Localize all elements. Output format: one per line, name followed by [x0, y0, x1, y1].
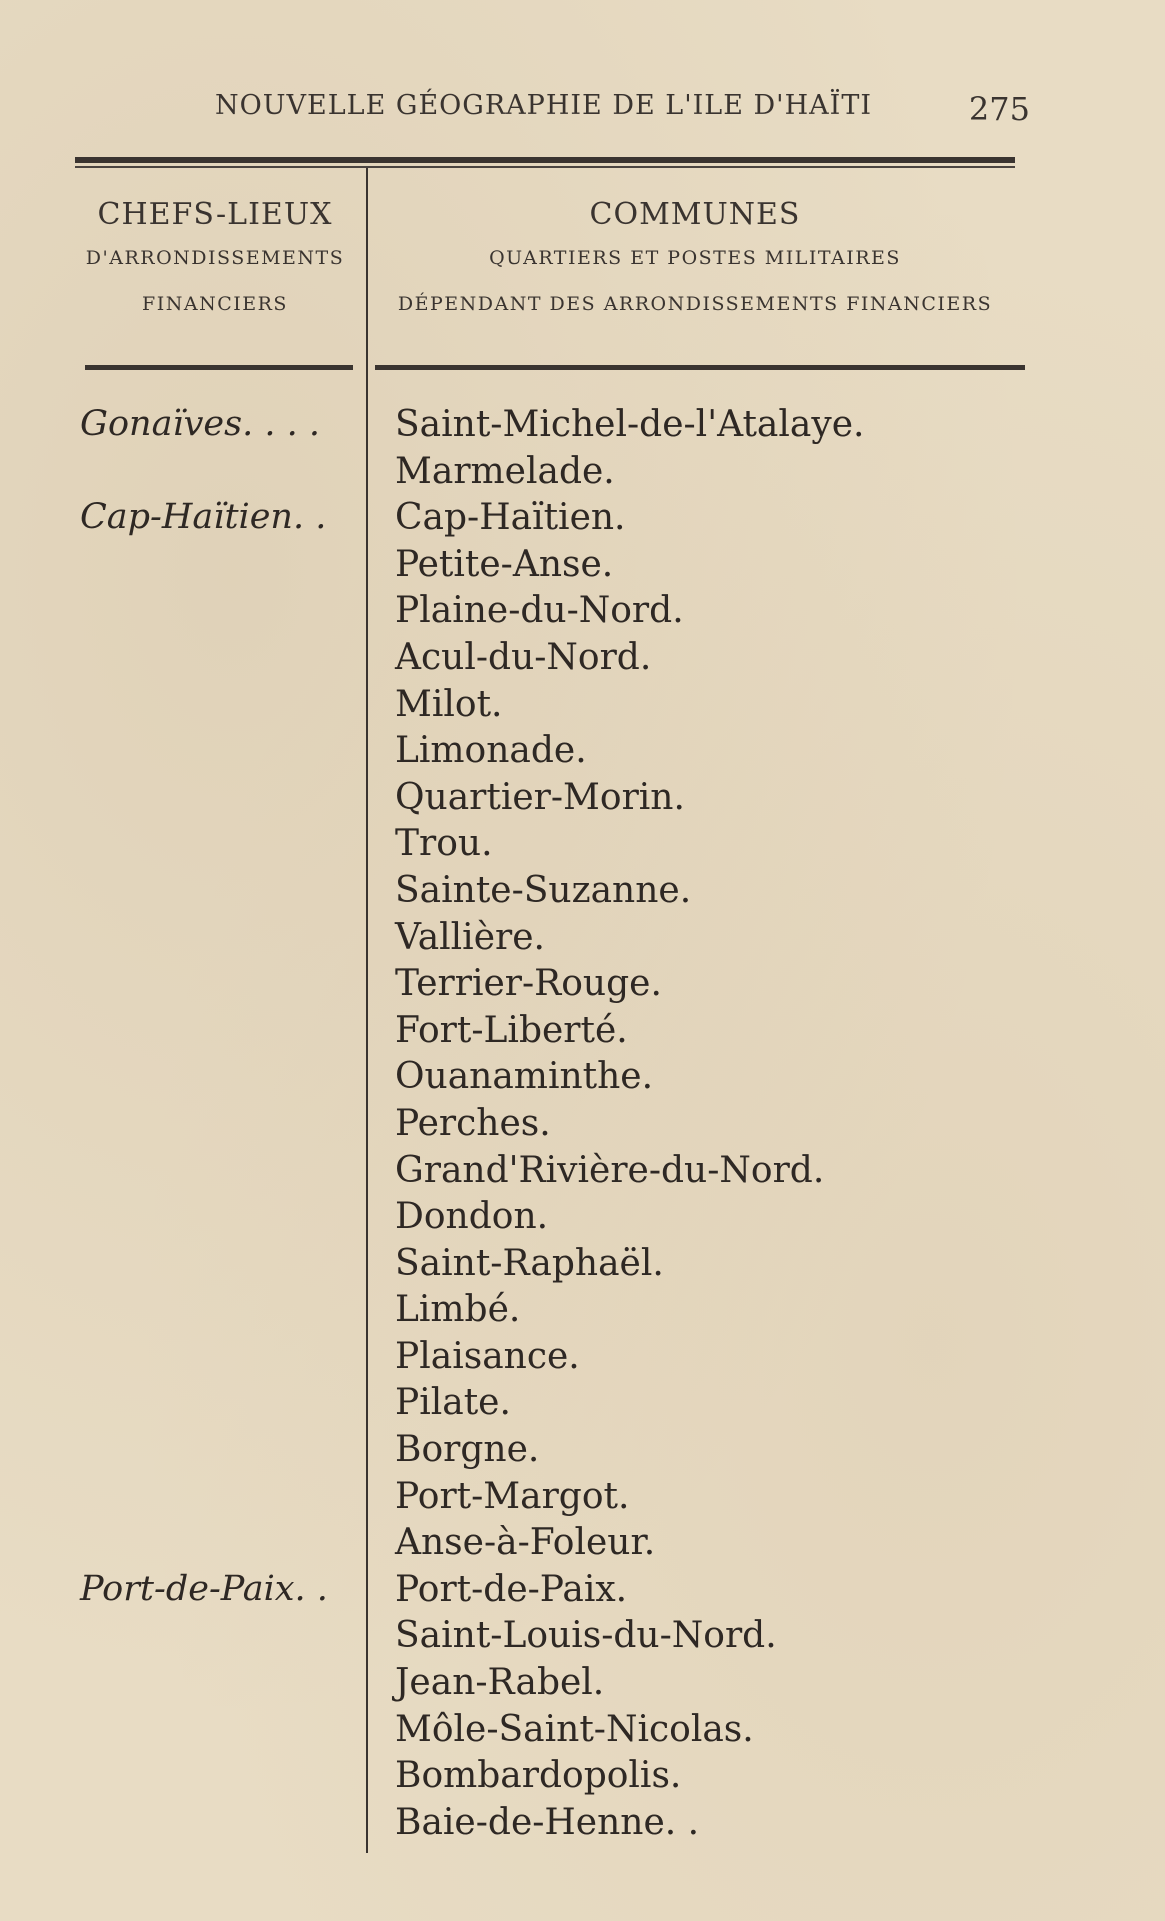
table-row [0, 497, 1165, 544]
table-row [0, 1103, 1165, 1150]
commune-cell: Port-de-Paix. [395, 1568, 628, 1610]
table-row [0, 1056, 1165, 1103]
table-row [0, 404, 1165, 451]
chef-lieu-cell: Gonaïves. . . . [80, 404, 320, 444]
table-row [0, 777, 1165, 824]
commune-cell: Anse-à-Foleur. [395, 1522, 656, 1564]
commune-cell: Pilate. [395, 1382, 511, 1424]
commune-cell: Plaine-du-Nord. [395, 590, 684, 632]
table-row [0, 1476, 1165, 1523]
left-heading-line1: CHEFS-LIEUX [97, 197, 333, 232]
commune-cell: Dondon. [395, 1196, 549, 1238]
commune-cell: Milot. [395, 683, 503, 725]
commune-cell: Fort-Liberté. [395, 1009, 628, 1051]
table-row [0, 544, 1165, 591]
commune-cell: Vallière. [395, 916, 545, 958]
table-row [0, 870, 1165, 917]
commune-cell: Quartier-Morin. [395, 776, 685, 818]
left-heading-line3: FINANCIERS [142, 293, 288, 315]
chef-lieu-cell: Port-de-Paix. . [80, 1568, 328, 1609]
commune-cell: Sainte-Suzanne. [395, 869, 692, 911]
table-row [0, 823, 1165, 870]
commune-cell: Port-Margot. [395, 1475, 630, 1517]
right-heading-line1: COMMUNES [589, 197, 801, 232]
commune-cell: Limbé. [395, 1289, 521, 1331]
table-row [0, 1382, 1165, 1429]
table-row [0, 1196, 1165, 1243]
left-column-heading [70, 195, 360, 327]
commune-cell: Saint-Michel-de-l'Atalaye. [395, 404, 865, 445]
table-row [0, 684, 1165, 731]
table-row [0, 963, 1165, 1010]
left-heading-rule [85, 365, 353, 370]
table-row [0, 1522, 1165, 1569]
running-title: NOUVELLE GÉOGRAPHIE DE L'ILE D'HAÏTI [215, 90, 872, 121]
commune-cell: Cap-Haïtien. [395, 497, 626, 539]
commune-cell: Baie-de-Henne. . [395, 1801, 700, 1843]
commune-cell: Perches. [395, 1102, 551, 1144]
top-rule-thin [75, 166, 1015, 168]
page-number: 275 [968, 90, 1030, 128]
table-row [0, 1150, 1165, 1197]
right-heading-line3: DÉPENDANT DES ARRONDISSEMENTS FINANCIERS [397, 293, 993, 315]
left-heading-line2: D'ARRONDISSEMENTS [85, 247, 345, 269]
right-heading-rule [375, 365, 1025, 370]
table-row [0, 1336, 1165, 1383]
right-heading-line2: QUARTIERS ET POSTES MILITAIRES [489, 247, 901, 269]
table-row [0, 730, 1165, 777]
commune-cell: Môle-Saint-Nicolas. [395, 1708, 754, 1750]
table-row [0, 590, 1165, 637]
table-row [0, 1569, 1165, 1616]
commune-cell: Borgne. [395, 1429, 540, 1471]
table-body [0, 404, 1165, 1848]
commune-cell: Limonade. [395, 730, 587, 772]
commune-cell: Plaisance. [395, 1335, 580, 1377]
table-row [0, 1429, 1165, 1476]
table-row [0, 1662, 1165, 1709]
commune-cell: Bombardopolis. [395, 1755, 682, 1797]
running-head [215, 90, 1030, 130]
table-row [0, 1709, 1165, 1756]
table-row [0, 1010, 1165, 1057]
table-row [0, 1802, 1165, 1849]
table-row [0, 1615, 1165, 1662]
table-row [0, 451, 1165, 498]
commune-cell: Saint-Raphaël. [395, 1242, 664, 1284]
table-row [0, 917, 1165, 964]
commune-cell: Jean-Rabel. [395, 1662, 605, 1704]
commune-cell: Acul-du-Nord. [395, 636, 652, 678]
commune-cell: Grand'Rivière-du-Nord. [395, 1149, 825, 1191]
top-rule-thick [75, 157, 1015, 163]
chef-lieu-cell: Cap-Haïtien. . [80, 497, 327, 538]
commune-cell: Terrier-Rouge. [395, 963, 662, 1005]
table-row [0, 637, 1165, 684]
commune-cell: Petite-Anse. [395, 543, 614, 585]
commune-cell: Saint-Louis-du-Nord. [395, 1615, 777, 1657]
commune-cell: Marmelade. [395, 450, 615, 492]
table-row [0, 1243, 1165, 1290]
table-row [0, 1289, 1165, 1336]
right-column-heading [370, 195, 1020, 327]
commune-cell: Trou. [395, 823, 493, 865]
table-row [0, 1755, 1165, 1802]
commune-cell: Ouanaminthe. [395, 1056, 654, 1098]
